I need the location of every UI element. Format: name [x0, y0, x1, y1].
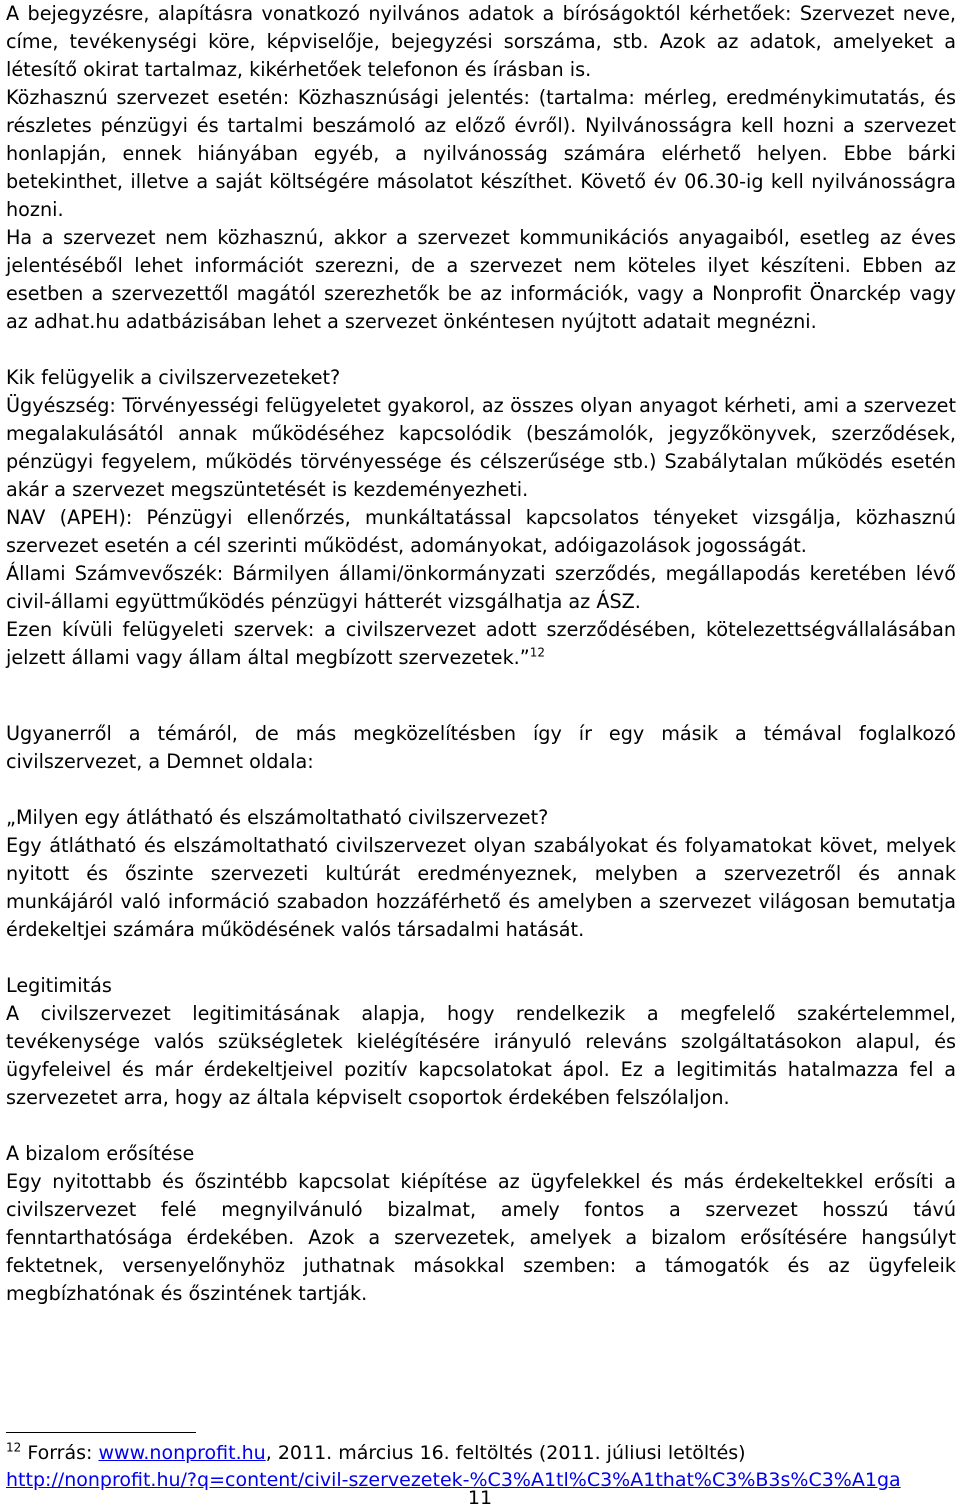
paragraph-trust: Egy nyitottabb és őszintébb kapcsolat kiépítése az ügyfelekkel és más érdekeltekkel erősíti a civilszervezet felé megnyilvánuló bizalmat, amely fontos a szervezet hosszú távú fenntarthatósága érdekében. Azok a szervezetek, amelyek a bizalom erősítésére hangsúlyt fektetnek, versenyelőnyhöz juthatnak másokkal szemben: a támogatók és az ügyfeleik megbízhatónak és őszintének tartják.	[6, 1170, 956, 1305]
paragraph-nav: NAV (APEH): Pénzügyi ellenőrzés, munkáltatással kapcsolatos tényeket vizsgálja, közhasznú szervezet esetén a cél szerinti működést, adományokat, adóigazolások jogosságát.	[6, 506, 956, 557]
page-number: 11	[467, 1487, 493, 1509]
footnote-reference[interactable]: 12	[529, 645, 546, 660]
question-transparency: „Milyen egy átlátható és elszámoltatható civilszervezet?	[6, 806, 549, 829]
footnote-prefix: Forrás:	[27, 1442, 99, 1464]
paragraph-public-benefit-report: Közhasznú szervezet esetén: Közhasznúsági jelentés: (tartalma: mérleg, eredménykimutatás, és részletes pénzügyi és tartalmi beszámoló az előző évről). Nyilvánosságra kell hozni a szervezet honlapján, ennek hiányában egyéb, a nyilvánosság számára elérhető helyen. Ebbe bárki betekinthet, illetve a saját költségére másolatot készíthet. Követő év 06.30-ig kell nyilvánosságra hozni.	[6, 86, 956, 221]
footnote-link-article[interactable]: http://nonprofit.hu/?q=content/civil-szervezetek-%C3%A1tl%C3%A1that%C3%B3s%C3%A1ga	[6, 1469, 901, 1491]
paragraph-transparency: Egy átlátható és elszámoltatható civilszervezet olyan szabályokat és folyamatokat követ, melyek nyitott és őszinte szervezeti kultúrát eredményeznek, melyben a szervezetről és annak munkájáról való információ szabadon hozzáférhető és amelyben a szervezet világosan bemutatja érdekeltjei számára működésének valós társadalmi hatását.	[6, 834, 956, 941]
document-body	[6, 0, 956, 1308]
footnote-line-1	[6, 1440, 956, 1467]
paragraph-demnet-intro: Ugyanerről a témáról, de más megközelítésben így ír egy másik a témával foglalkozó civilszervezet, a Demnet oldala:	[6, 722, 956, 773]
footnote-link-nonprofit[interactable]: www.nonprofit.hu	[98, 1442, 266, 1464]
paragraph-prosecution: Ügyészség: Törvényességi felügyeletet gyakorol, az összes olyan anyagot kérheti, ami a szervezet megalakulásától annak működéséhez kapcsolódik (beszámolók, jegyzőkönyvek, szerződések, pénzügyi fegyelem, működés törvényessége és célszerűsége stb.) Szabálytalan működés esetén akár a szervezet megszüntetését is kezdeményezheti.	[6, 394, 956, 501]
paragraph-legitimacy: A civilszervezet legitimitásának alapja, hogy rendelkezik a megfelelő szakértelemmel, tevékenysége valós szükségletek kielégítésére irányuló releváns szolgáltatásokon alapul, és ügyfeleivel és már érdekeltjeivel pozitív kapcsolatokat ápol. Ez a legitimitás hatalmazza fel a szervezetet arra, hogy az általa képviselt csoportok érdekében felszólaljon.	[6, 1002, 956, 1109]
footnote-divider	[6, 1432, 196, 1433]
footnote-middle: , 2011. március 16. feltöltés (2011. júliusi letöltés)	[265, 1442, 746, 1464]
heading-legitimacy: Legitimitás	[6, 974, 112, 997]
paragraph-public-data: A bejegyzésre, alapításra vonatkozó nyilvános adatok a bíróságoktól kérhetőek: Szervezet neve, címe, tevékenységi köre, képviselője, bejegyzési sorszáma, stb. Azok az adatok, amelyeket a létesítő okirat tartalmaz, kikérhetőek telefonon és írásban is.	[6, 2, 956, 81]
paragraph-non-public-benefit: Ha a szervezet nem közhasznú, akkor a szervezet kommunikációs anyagaiból, esetleg az éves jelentéséből lehet információt szerezni, de a szervezet nem köteles ilyet készíteni. Ebben az esetben a szervezettől magától szerezhetők be az információk, vagy a Nonprofit Önarckép vagy az adhat.hu adatbázisában lehet a szervezet önkéntesen nyújtott adatait megnézni.	[6, 226, 956, 333]
footnote	[6, 1440, 956, 1494]
paragraph-other-supervisors	[6, 616, 956, 672]
footnote-number: 12	[6, 1440, 22, 1455]
heading-trust: A bizalom erősítése	[6, 1142, 195, 1165]
question-supervisors: Kik felügyelik a civilszervezeteket?	[6, 366, 341, 389]
paragraph-other-supervisors-text: Ezen kívüli felügyeleti szervek: a civilszervezet adott szerződésében, kötelezettségvállalásában jelzett állami vagy állam által megbízott szervezetek.”	[6, 618, 956, 669]
paragraph-audit-office: Állami Számvevőszék: Bármilyen állami/önkormányzati szerződés, megállapodás keretében lévő civil-állami együttműködés pénzügyi hátterét vizsgálhatja az ÁSZ.	[6, 562, 956, 613]
